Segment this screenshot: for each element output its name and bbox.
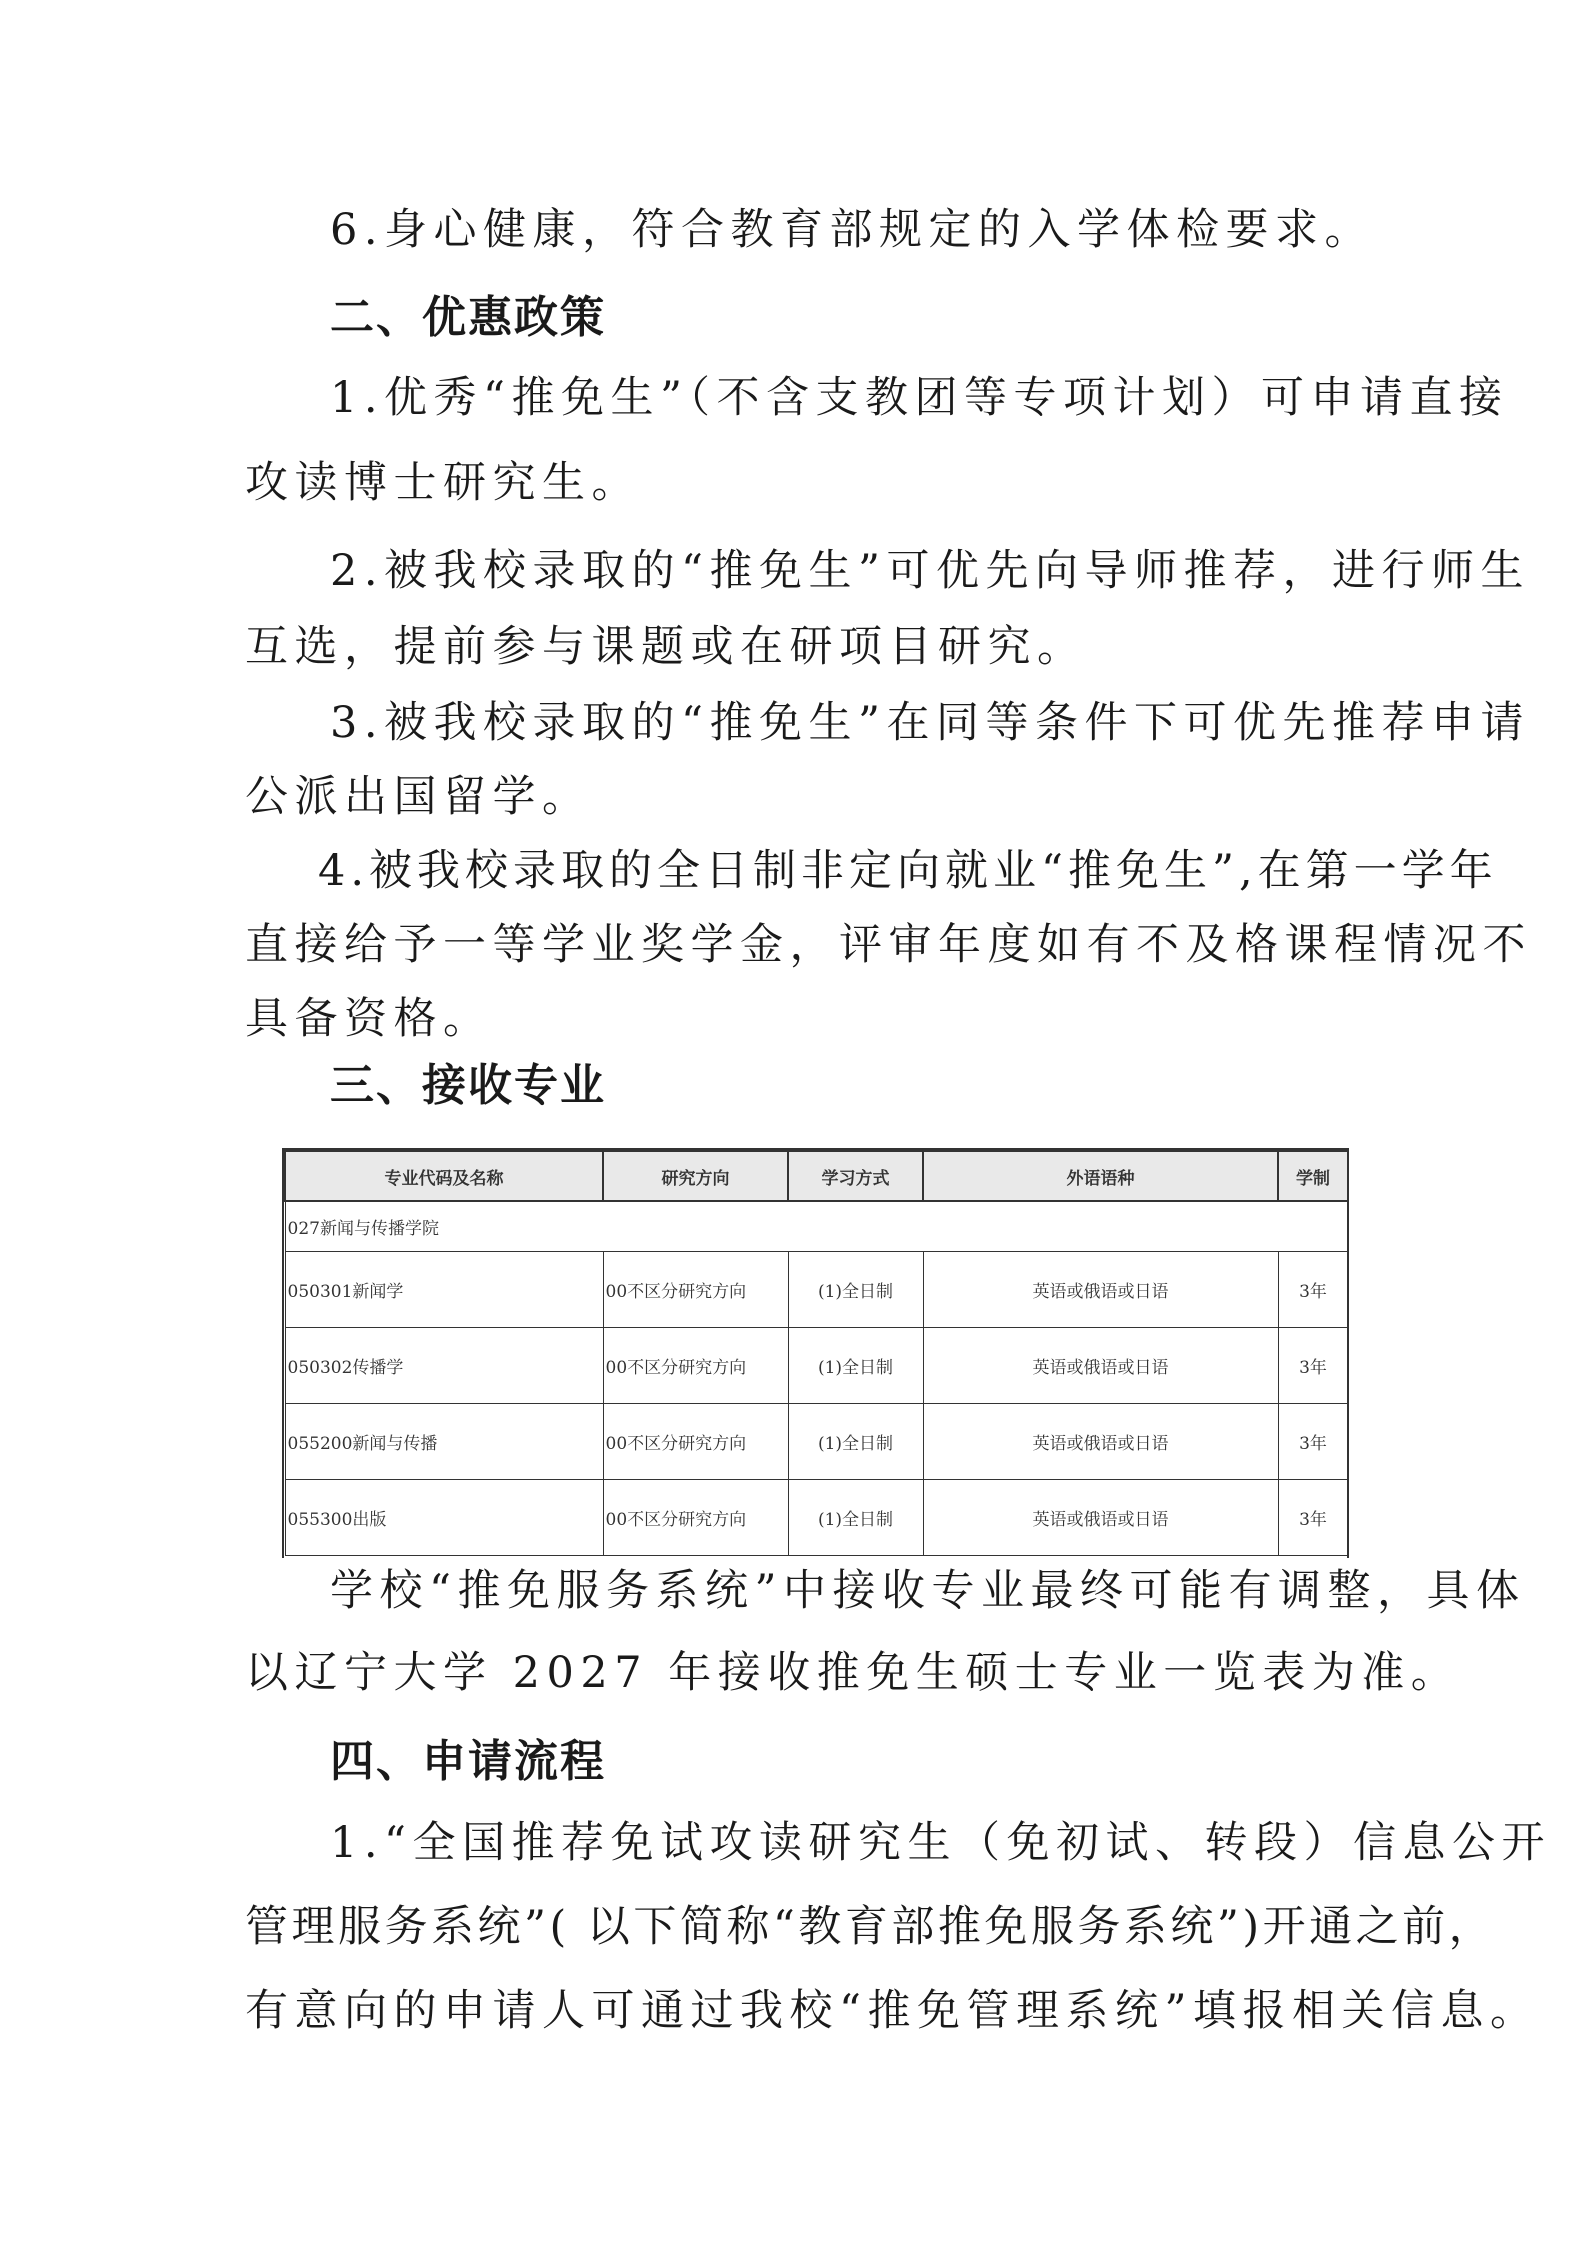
heading-accepted-majors: 三、接收专业 [330, 1060, 606, 1111]
cell-language: 英语或俄语或日语 [923, 1328, 1278, 1404]
cell-direction: 00不区分研究方向 [603, 1404, 788, 1480]
cell-duration: 3年 [1278, 1404, 1348, 1480]
cell-mode: (1)全日制 [788, 1404, 923, 1480]
cell-mode: (1)全日制 [788, 1328, 923, 1404]
header-major-code: 专业代码及名称 [285, 1151, 603, 1201]
cell-major: 050302传播学 [285, 1328, 603, 1404]
cell-mode: (1)全日制 [788, 1252, 923, 1328]
cell-duration: 3年 [1278, 1480, 1348, 1556]
table-row [285, 1404, 1348, 1480]
paragraph-policy-1-line2: 攻读博士研究生。 [245, 458, 641, 508]
paragraph-policy-2-line1: 2.被我校录取的“推免生”可优先向导师推荐，进行师生 [330, 546, 1530, 596]
table-row-college [285, 1201, 1348, 1252]
cell-direction: 00不区分研究方向 [603, 1480, 788, 1556]
paragraph-adjustment-line1: 学校“推免服务系统”中接收专业最终可能有调整，具体 [330, 1566, 1526, 1616]
cell-duration: 3年 [1278, 1328, 1348, 1404]
header-research-direction: 研究方向 [603, 1151, 788, 1201]
cell-direction: 00不区分研究方向 [603, 1252, 788, 1328]
cell-major: 050301新闻学 [285, 1252, 603, 1328]
cell-duration: 3年 [1278, 1252, 1348, 1328]
heading-preferential-policy: 二、优惠政策 [330, 292, 606, 343]
header-study-mode: 学习方式 [788, 1151, 923, 1201]
cell-major: 055200新闻与传播 [285, 1404, 603, 1480]
paragraph-process-1-line3: 有意向的申请人可通过我校“推免管理系统”填报相关信息。 [245, 1986, 1540, 2036]
paragraph-policy-2-line2: 互选，提前参与课题或在研项目研究。 [245, 622, 1087, 672]
table-row [285, 1480, 1348, 1556]
paragraph-process-1-line2: 管理服务系统”( 以下简称“教育部推免服务系统”)开通之前， [245, 1902, 1496, 1952]
paragraph-adjustment-line2: 以辽宁大学 2027 年接收推免生硕士专业一览表为准。 [245, 1648, 1461, 1698]
paragraph-process-1-line1: 1.“全国推荐免试攻读研究生（免初试、转段）信息公开 [330, 1818, 1552, 1868]
cell-major: 055300出版 [285, 1480, 603, 1556]
cell-language: 英语或俄语或日语 [923, 1252, 1278, 1328]
table-row [285, 1252, 1348, 1328]
paragraph-policy-3-line2: 公派出国留学。 [245, 772, 592, 822]
paragraph-policy-3-line1: 3.被我校录取的“推免生”在同等条件下可优先推荐申请 [330, 698, 1530, 748]
paragraph-policy-4-line3: 具备资格。 [245, 994, 493, 1044]
cell-mode: (1)全日制 [788, 1480, 923, 1556]
paragraph-policy-4-line1: 4.被我校录取的全日制非定向就业“推免生”,在第一学年 [318, 846, 1498, 896]
header-duration: 学制 [1278, 1151, 1348, 1201]
header-foreign-language: 外语语种 [923, 1151, 1278, 1201]
table-row [285, 1328, 1348, 1404]
college-name: 027新闻与传播学院 [285, 1201, 1348, 1252]
cell-language: 英语或俄语或日语 [923, 1404, 1278, 1480]
cell-language: 英语或俄语或日语 [923, 1480, 1278, 1556]
table-header-row [285, 1151, 1348, 1201]
cell-direction: 00不区分研究方向 [603, 1328, 788, 1404]
paragraph-health: 6.身心健康，符合教育部规定的入学体检要求。 [330, 205, 1375, 255]
paragraph-policy-1-line1: 1.优秀“推免生”（不含支教团等专项计划）可申请直接 [330, 373, 1509, 423]
heading-application-process: 四、申请流程 [330, 1736, 606, 1787]
majors-table [282, 1148, 1349, 1558]
paragraph-policy-4-line2: 直接给予一等学业奖学金，评审年度如有不及格课程情况不 [245, 920, 1532, 970]
